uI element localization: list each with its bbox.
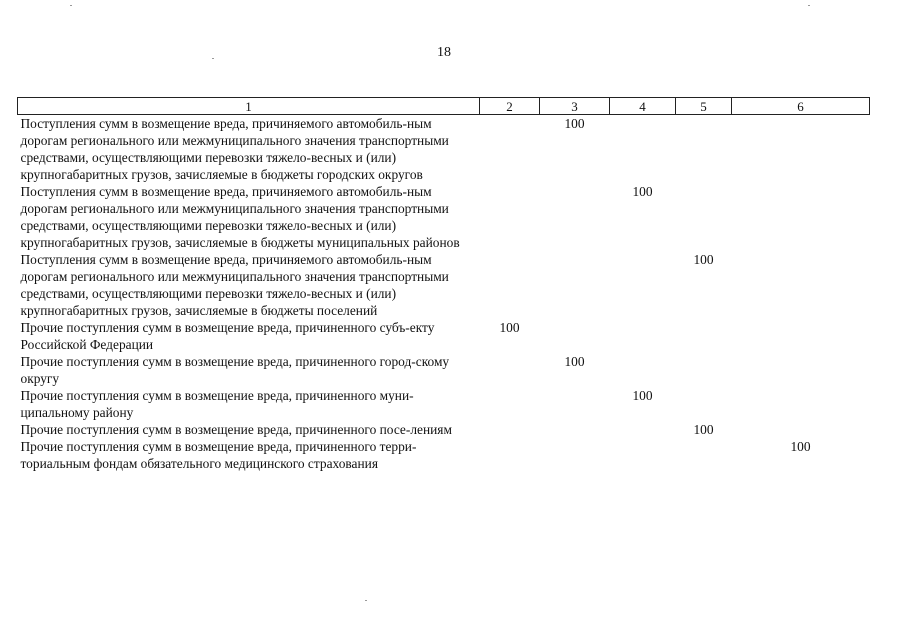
value-col-3: 100 bbox=[564, 354, 585, 369]
value-col-2 bbox=[480, 115, 540, 184]
value-col-5 bbox=[676, 115, 732, 184]
value-col-4: 100 bbox=[632, 388, 653, 403]
value-col-5 bbox=[676, 438, 732, 472]
value-col-5: 100 bbox=[693, 422, 714, 437]
value-col-4 bbox=[610, 115, 676, 184]
revenue-description: Прочие поступления сумм в возмещение вреда, причиненного терри-ториальным фондам обязательного медицинского страхования bbox=[20, 439, 417, 471]
value-col-2: 100 bbox=[499, 320, 520, 335]
column-header-4: 4 bbox=[610, 98, 676, 115]
value-col-3 bbox=[540, 183, 610, 251]
table-row bbox=[18, 421, 870, 438]
value-col-2 bbox=[480, 438, 540, 472]
value-col-4 bbox=[610, 251, 676, 319]
value-col-3 bbox=[540, 438, 610, 472]
value-col-4 bbox=[610, 438, 676, 472]
value-col-3 bbox=[540, 319, 610, 353]
value-col-2 bbox=[480, 251, 540, 319]
value-col-2 bbox=[480, 387, 540, 421]
value-col-6 bbox=[732, 251, 870, 319]
value-col-2 bbox=[480, 183, 540, 251]
scan-speck bbox=[212, 58, 214, 59]
table-row bbox=[18, 251, 870, 319]
column-header-3: 3 bbox=[540, 98, 610, 115]
value-col-6 bbox=[732, 421, 870, 438]
value-col-4 bbox=[610, 353, 676, 387]
table-row bbox=[18, 183, 870, 251]
column-header-5: 5 bbox=[676, 98, 732, 115]
value-col-3 bbox=[540, 387, 610, 421]
value-col-6 bbox=[732, 319, 870, 353]
value-col-6 bbox=[732, 115, 870, 184]
table-row bbox=[18, 387, 870, 421]
value-col-3: 100 bbox=[564, 116, 585, 131]
value-col-6 bbox=[732, 387, 870, 421]
value-col-5 bbox=[676, 353, 732, 387]
page-number: 18 bbox=[437, 45, 451, 60]
table-row bbox=[18, 115, 870, 184]
revenue-description: Поступления сумм в возмещение вреда, причиняемого автомобиль-ным дорогам регионального или межмуниципального значения транспортными средствами, осуществляющими перевозки тяжело-весных и (или) крупногабаритных грузов, зачисляемые в бюджеты городских округов bbox=[20, 116, 449, 182]
value-col-3 bbox=[540, 251, 610, 319]
value-col-6 bbox=[732, 353, 870, 387]
revenue-distribution-table bbox=[17, 97, 870, 472]
scan-speck bbox=[365, 600, 367, 601]
table-row bbox=[18, 353, 870, 387]
revenue-description: Прочие поступления сумм в возмещение вреда, причиненного муни-ципальному району bbox=[20, 388, 414, 420]
value-col-5 bbox=[676, 319, 732, 353]
revenue-description: Прочие поступления сумм в возмещение вреда, причиненного город-скому округу bbox=[20, 354, 450, 386]
table-row bbox=[18, 438, 870, 472]
value-col-5 bbox=[676, 183, 732, 251]
revenue-description: Прочие поступления сумм в возмещение вреда, причиненного субъ-екту Российской Федерации bbox=[20, 320, 435, 352]
value-col-6: 100 bbox=[790, 439, 811, 454]
revenue-description: Поступления сумм в возмещение вреда, причиняемого автомобиль-ным дорогам регионального или межмуниципального значения транспортными средствами, осуществляющими перевозки тяжело-весных и (или) крупногабаритных грузов, зачисляемые в бюджеты муниципальных районов bbox=[20, 184, 460, 250]
column-header-2: 2 bbox=[480, 98, 540, 115]
column-header-1: 1 bbox=[18, 98, 480, 115]
value-col-3 bbox=[540, 421, 610, 438]
value-col-5: 100 bbox=[693, 252, 714, 267]
value-col-6 bbox=[732, 183, 870, 251]
table-row bbox=[18, 319, 870, 353]
revenue-description: Прочие поступления сумм в возмещение вреда, причиненного посе-лениям bbox=[20, 422, 452, 437]
revenue-description: Поступления сумм в возмещение вреда, причиняемого автомобиль-ным дорогам регионального или межмуниципального значения транспортными средствами, осуществляющими перевозки тяжело-весных и (или) крупногабаритных грузов, зачисляемые в бюджеты поселений bbox=[20, 252, 449, 318]
value-col-5 bbox=[676, 387, 732, 421]
value-col-2 bbox=[480, 353, 540, 387]
scan-speck bbox=[808, 5, 810, 6]
value-col-4 bbox=[610, 319, 676, 353]
value-col-4 bbox=[610, 421, 676, 438]
value-col-2 bbox=[480, 421, 540, 438]
scan-speck bbox=[70, 5, 72, 6]
value-col-4: 100 bbox=[632, 184, 653, 199]
column-header-6: 6 bbox=[732, 98, 870, 115]
table-header-row bbox=[18, 98, 870, 115]
